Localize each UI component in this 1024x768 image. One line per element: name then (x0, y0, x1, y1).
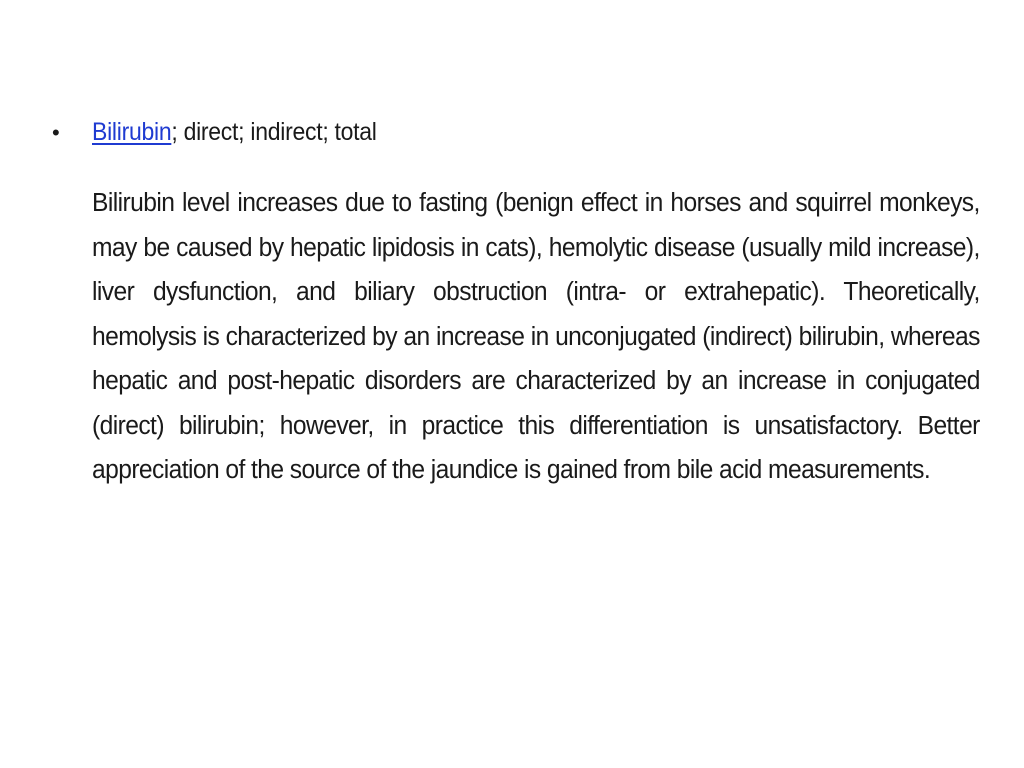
bullet-icon: • (52, 120, 60, 145)
bullet-item (52, 112, 982, 152)
body-paragraph: Bilirubin level increases due to fasting (benign effect in horses and squirrel monkeys, may be caused by hepatic lipidosis in cats), hemolytic disease (usually mild increase), liver dysfunction, and biliary obstruction (intra- or extrahepatic). Theoretically, hemolysis is characterized by an increase in unconjugated (indirect) bilirubin, whereas hepatic and post-hepatic disorders are characterized by an increase in conjugated (direct) bilirubin; however, in practice this differentiation is unsatisfactory. Better appreciation of the source of the jaundice is gained from bile acid measurements. (92, 189, 980, 484)
bilirubin-link[interactable]: Bilirubin (92, 117, 172, 146)
bullet-heading (92, 118, 377, 147)
bullet-heading-rest: ; direct; indirect; total (171, 117, 377, 146)
